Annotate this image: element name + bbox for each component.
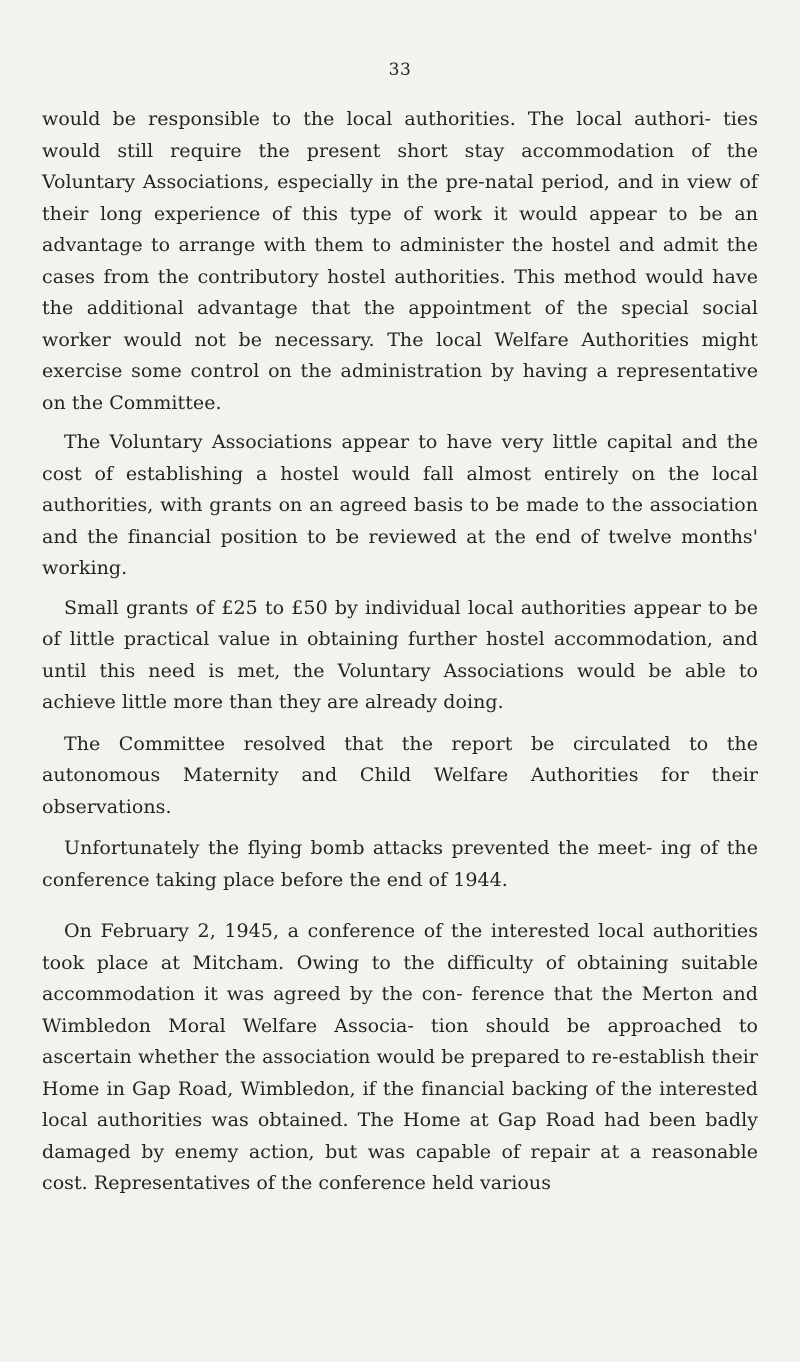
paragraph-6: On February 2, 1945, a conference of the interested local authorities took place at Mitcham. Owing to the difficulty of obtaining suitable accommodation it was agreed by the con- ference that the Merton and Wimbledon Moral Welfare Associa- tion should be approached to ascertain whether the association would be prepared to re-establish their Home in Gap Road, Wimbledon, if the financial backing of the interested local authorities was obtained. The Home at Gap Road had been badly damaged by enemy action, but was capable of repair at a reasonable cost. Representatives of the conference held various [42, 920, 758, 1194]
paragraph-4: The Committee resolved that the report be circulated to the autonomous Maternity and Child Welfare Authorities for their observations. [42, 732, 758, 818]
body-text [42, 104, 758, 1200]
page-number: 33 [388, 60, 412, 80]
paragraph-3: Small grants of £25 to £50 by individual local authorities appear to be of little practical value in obtaining further hostel accommodation, and until this need is met, the Voluntary Associations would be able to achieve little more than they are already doing. [42, 596, 758, 713]
paragraph-2: The Voluntary Associations appear to have very little capital and the cost of establishing a hostel would fall almost entirely on the local authorities, with grants on an agreed basis to be made to the association and the financial position to be reviewed at the end of twelve months' working. [42, 431, 758, 579]
paragraph-5: Unfortunately the flying bomb attacks prevented the meet- ing of the conference taking place before the end of 1944. [42, 837, 758, 891]
paragraph-1: would be responsible to the local authorities. The local authori- ties would still require the present short stay accommodation of the Voluntary Associations, especially in the pre-natal period, and in view of their long experience of this type of work it would appear to be an advantage to arrange with them to administer the hostel and admit the cases from the contributory hostel authorities. This method would have the additional advantage that the appointment of the special social worker would not be necessary. The local Welfare Authorities might exercise some control on the administration by having a representative on the Committee. [42, 108, 758, 414]
